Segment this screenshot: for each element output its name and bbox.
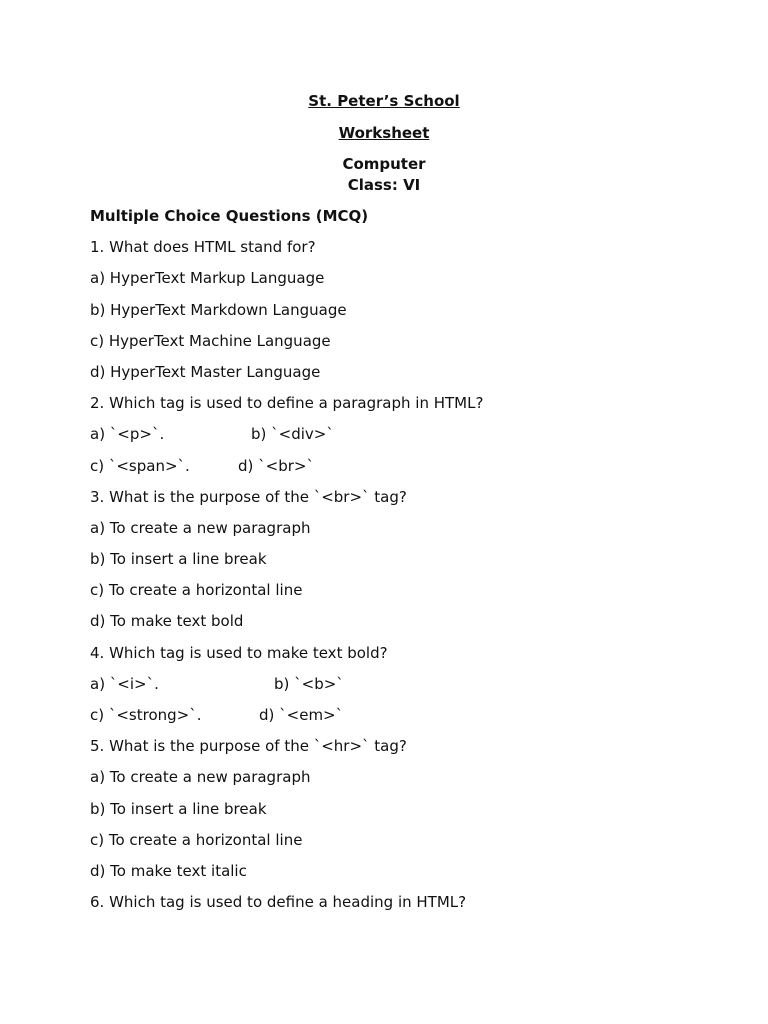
question-1-option-b: b) HyperText Markdown Language: [90, 300, 347, 319]
question-2-option-c: c) `<span>`.: [90, 456, 190, 475]
question-4-option-a: a) `<i>`.: [90, 674, 159, 693]
question-3-option-c: c) To create a horizontal line: [90, 581, 303, 600]
question-4-option-b: b) `<b>`: [274, 674, 344, 693]
question-3-option-a: a) To create a new paragraph: [90, 518, 311, 537]
question-5-option-c: c) To create a horizontal line: [90, 830, 303, 849]
question-1-option-c: c) HyperText Machine Language: [90, 331, 331, 350]
question-2: 2. Which tag is used to define a paragraph in HTML?: [90, 394, 484, 413]
question-2-options-row-2: [90, 454, 710, 485]
subject-title: Computer: [342, 155, 426, 173]
question-3-option-d: d) To make text bold: [90, 612, 244, 631]
question-5-option-d: d) To make text italic: [90, 861, 247, 880]
question-2-option-a: a) `<p>`.: [90, 425, 165, 444]
question-4-options-row-2: [90, 703, 710, 734]
document-title: Worksheet: [338, 124, 430, 142]
question-4-option-d: d) `<em>`: [259, 706, 344, 724]
question-3-option-b: b) To insert a line break: [90, 550, 267, 569]
question-1-option-d: d) HyperText Master Language: [90, 362, 321, 381]
question-5: 5. What is the purpose of the `<hr>` tag?: [90, 737, 407, 756]
question-4: 4. Which tag is used to make text bold?: [90, 643, 388, 662]
school-name: St. Peter’s School: [308, 92, 460, 110]
question-2-option-d: d) `<br>`: [238, 456, 314, 475]
worksheet-body: [90, 204, 710, 921]
question-4-options-row-1: [90, 672, 710, 703]
question-1-option-a: a) HyperText Markup Language: [90, 269, 325, 288]
question-1: 1. What does HTML stand for?: [90, 238, 316, 257]
question-3: 3. What is the purpose of the `<br>` tag?: [90, 487, 407, 506]
question-6: 6. Which tag is used to define a heading in HTML?: [90, 893, 467, 912]
question-2-options-row-1: [90, 422, 710, 453]
question-4-option-c: c) `<strong>`.: [90, 706, 202, 724]
question-2-option-b: b) `<div>`: [251, 425, 334, 444]
question-5-option-b: b) To insert a line break: [90, 799, 267, 818]
section-title: Multiple Choice Questions (MCQ): [90, 207, 369, 225]
question-5-option-a: a) To create a new paragraph: [90, 768, 311, 787]
class-label: Class: VI: [347, 176, 421, 194]
